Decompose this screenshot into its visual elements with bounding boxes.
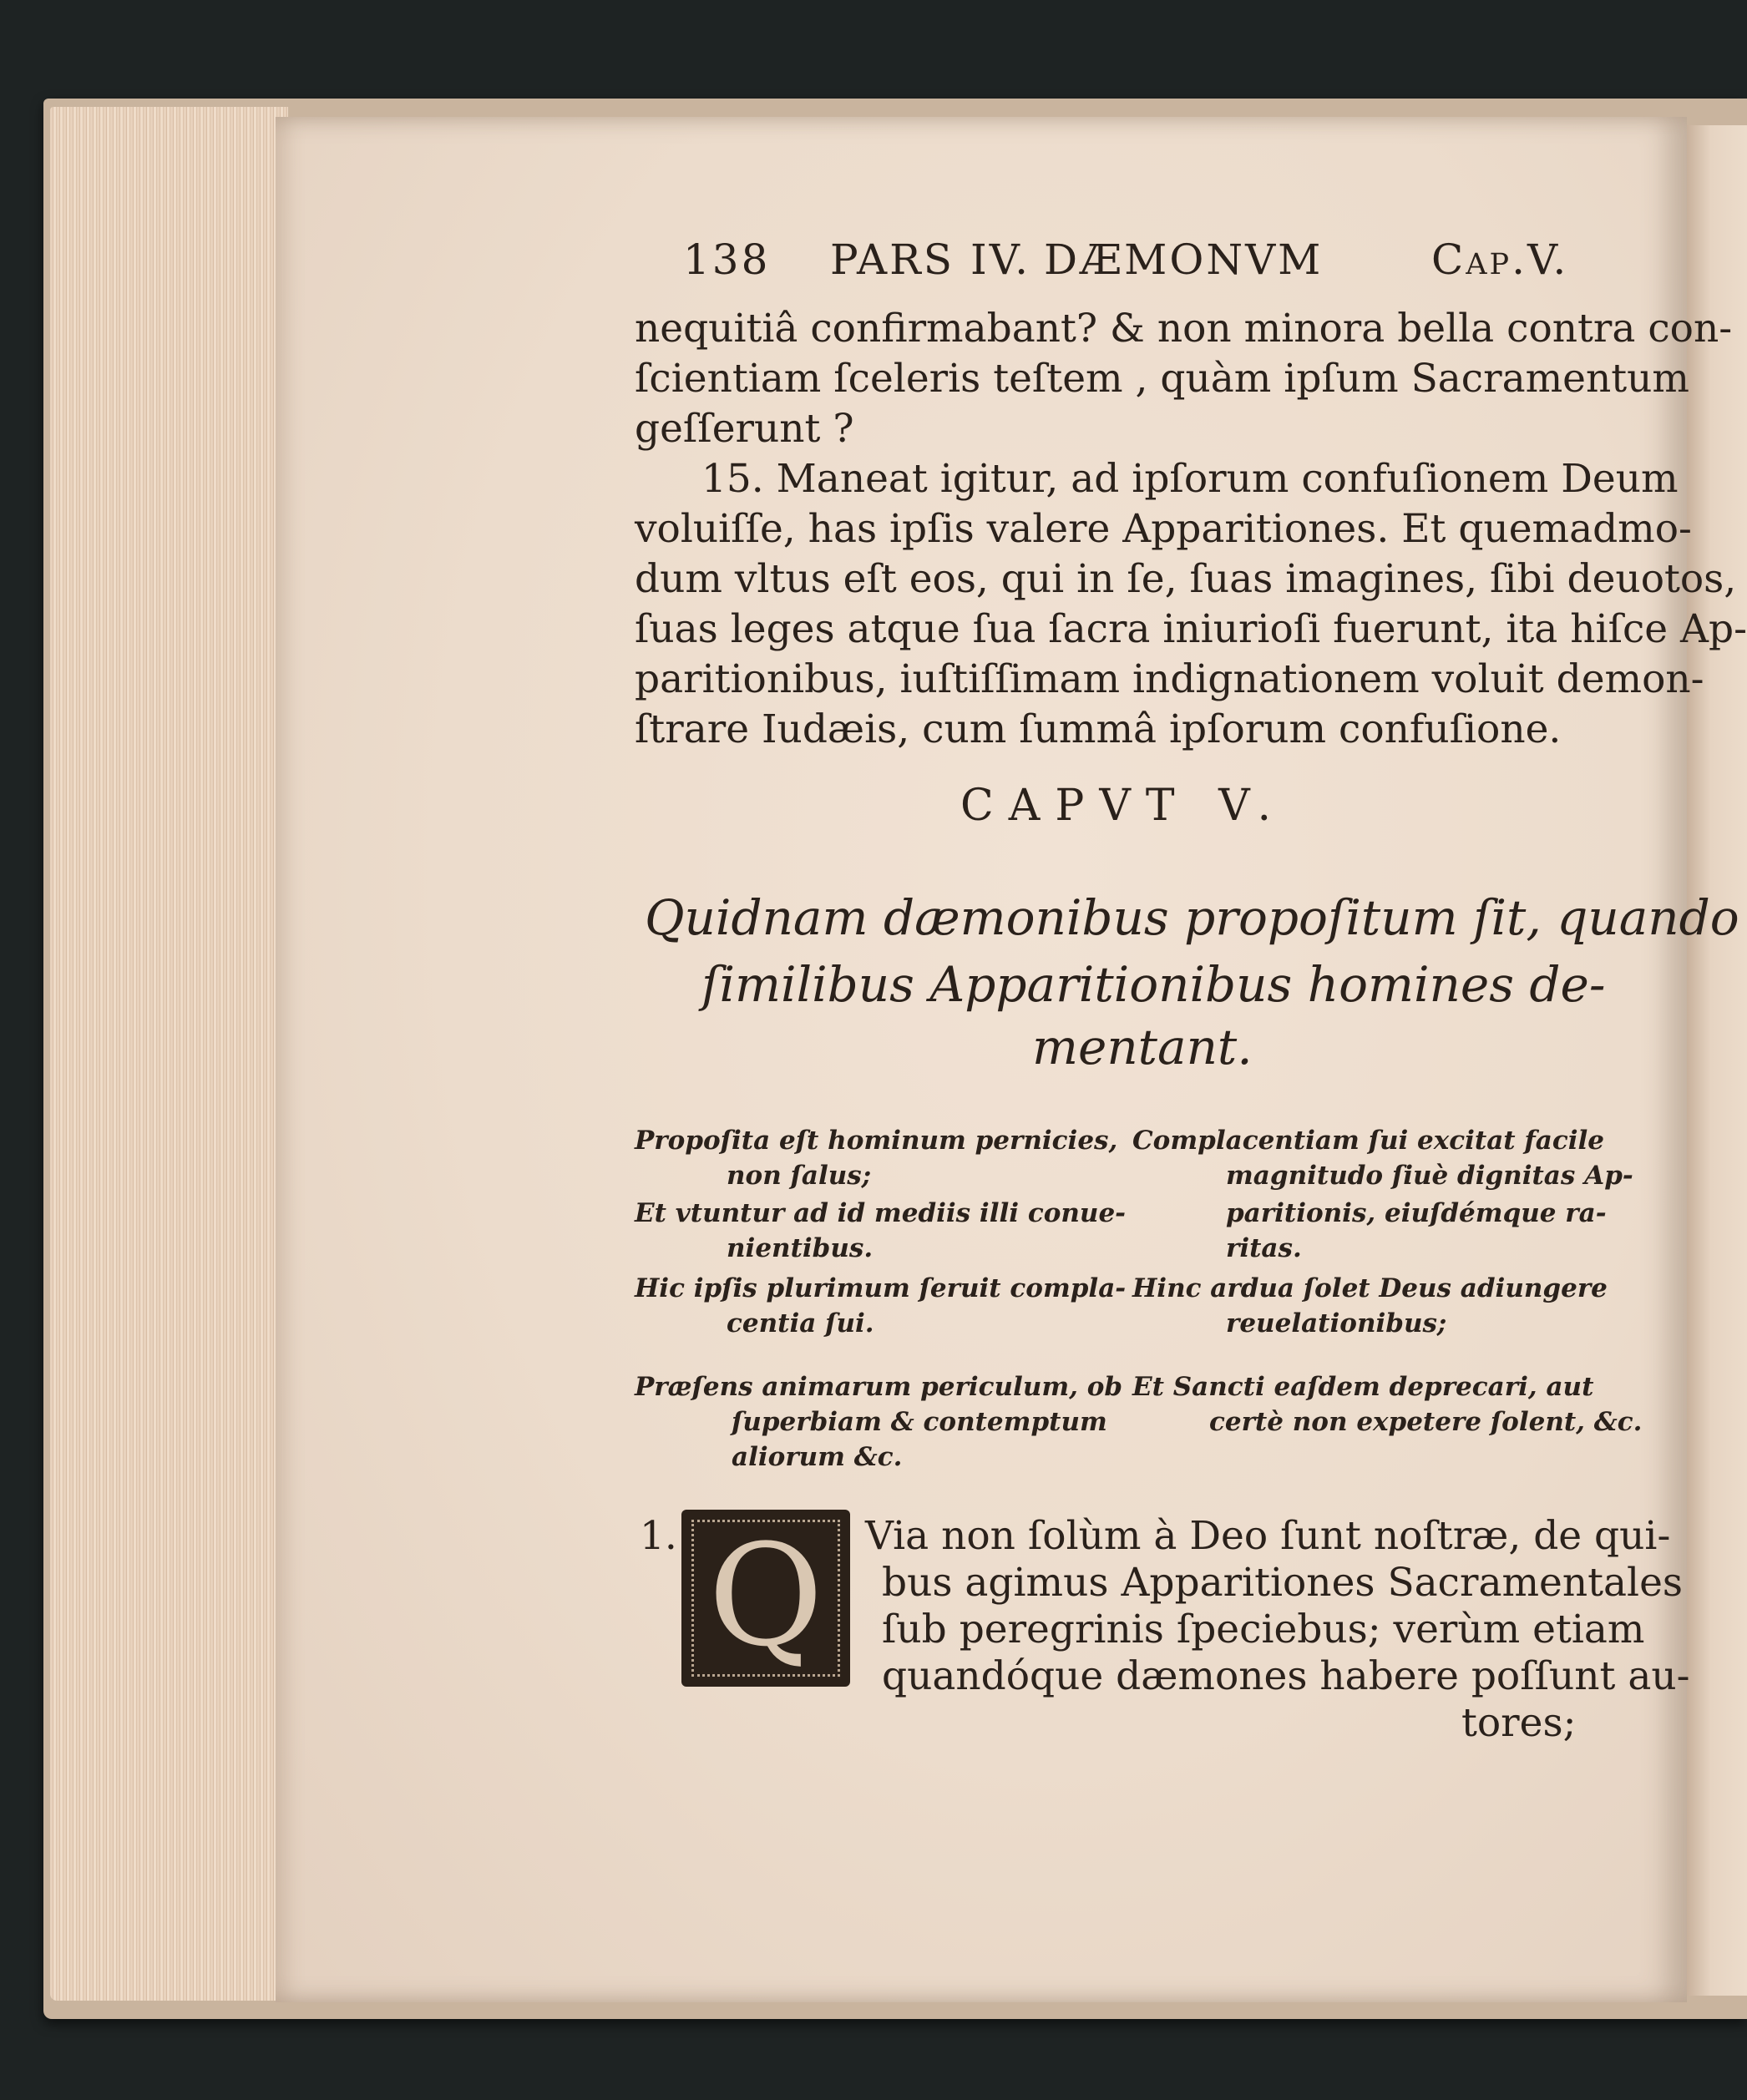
chapter-title-line: ſimilibus Apparitionibus homines de- — [701, 956, 1606, 1013]
summary-left-line: centia ſui. — [727, 1308, 874, 1338]
header-part: PARS IV. — [830, 235, 1030, 284]
summary-left-line: Propoſita eſt hominum pernicies, — [635, 1126, 1118, 1156]
initial-letter: Q — [708, 1514, 823, 1677]
body-line: paritionibus, iuſtiſſimam indignationem voluit demon- — [635, 656, 1704, 702]
summary-left-line: non ſalus; — [727, 1161, 872, 1191]
chapter-heading: CAPVT V. — [960, 781, 1287, 831]
page-number: 138 — [683, 235, 771, 284]
summary-right-line: Complacentiam ſui excitat facile — [1132, 1126, 1604, 1156]
chapter-title-line: Quidnam dæmonibus propoſitum ſit, quando — [645, 889, 1739, 946]
summary-left-line: Præſens animarum periculum, ob — [635, 1372, 1123, 1402]
header-chapter-ref: Cap.V. — [1431, 235, 1569, 284]
paragraph-number: 1. — [640, 1513, 677, 1559]
body-line: ſcientiam ſceleris teſtem , quàm ipſum Sacramentum — [635, 356, 1689, 402]
summary-left-line: Hic ipſis plurimum ſeruit compla- — [635, 1273, 1127, 1303]
facing-page-edge — [1687, 125, 1747, 1996]
decorated-initial — [681, 1510, 850, 1687]
body-line: 15. Maneat igitur, ad ipſorum confuſionem Deum — [701, 456, 1679, 502]
summary-right-line: Et Sancti eaſdem deprecari, aut — [1132, 1372, 1594, 1402]
summary-right-line: reuelationibus; — [1226, 1308, 1447, 1338]
summary-left-line: aliorum &c. — [732, 1442, 903, 1472]
summary-left-line: nientibus. — [727, 1233, 874, 1263]
body-line: geſſerunt ? — [635, 406, 854, 452]
summary-right-line: magnitudo ſiuè dignitas Ap- — [1226, 1161, 1633, 1191]
summary-left-line: Et vtuntur ad id mediis illi conue- — [635, 1198, 1127, 1228]
summary-right-line: paritionis, eiuſdémque ra- — [1226, 1198, 1607, 1228]
body-line: bus agimus Apparitiones Sacramentales — [882, 1560, 1684, 1606]
header-section: DÆMONVM — [1044, 235, 1324, 284]
body-line: quandóque dæmones habere poſſunt au- — [882, 1653, 1690, 1699]
running-header — [683, 235, 1568, 294]
body-line: Via non ſolùm à Deo ſunt noſtræ, de qui- — [865, 1513, 1671, 1559]
body-line: ſub peregrinis ſpeciebus; verùm etiam — [882, 1607, 1645, 1652]
summary-right-line: ritas. — [1226, 1233, 1302, 1263]
chapter-title-line: mentant. — [1032, 1019, 1253, 1075]
summary-right-line: certè non expetere ſolent, &c. — [1209, 1407, 1643, 1437]
summary-left-line: ſuperbiam & contemptum — [732, 1407, 1107, 1437]
page-edges — [50, 107, 288, 2001]
body-line: voluiſſe, has ipſis valere Apparitiones. Et quemadmo- — [635, 506, 1692, 552]
body-line: dum vltus eſt eos, qui in ſe, ſuas imagines, ſibi deuotos, — [635, 556, 1737, 602]
body-line: ſuas leges atque ſua ſacra iniurioſi fuerunt, ita hiſce Ap- — [635, 606, 1747, 652]
body-line: nequitiâ confirmabant? & non minora bella contra con- — [635, 306, 1733, 352]
summary-right-line: Hinc ardua ſolet Deus adiungere — [1132, 1273, 1608, 1303]
body-line: ſtrare Iudæis, cum ſummâ ipſorum confuſione. — [635, 706, 1562, 752]
catchword: tores; — [1461, 1700, 1577, 1746]
